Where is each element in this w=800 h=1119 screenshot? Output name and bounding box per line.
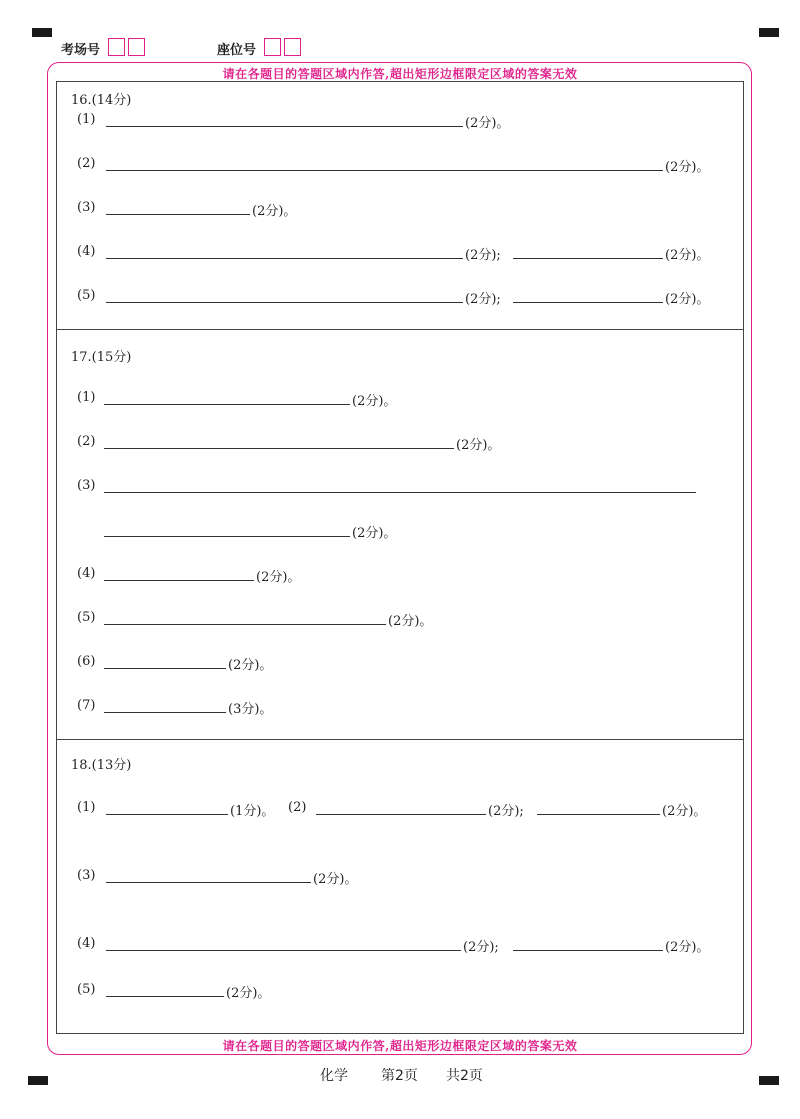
q17-2-score: (2分)。 bbox=[456, 438, 501, 453]
q18-title: 18.(13分) bbox=[71, 758, 132, 773]
q16-5-score-1: (2分); bbox=[465, 292, 501, 307]
q16-3-answer-line[interactable] bbox=[106, 214, 250, 215]
q17-1-score: (2分)。 bbox=[352, 394, 397, 409]
q16-1-answer-line[interactable] bbox=[106, 126, 463, 127]
registration-mark-bottom-left bbox=[28, 1076, 48, 1085]
q16-4-score-2: (2分)。 bbox=[665, 248, 710, 263]
section-q18 bbox=[56, 739, 744, 1034]
q17-3-answer-line-1[interactable] bbox=[104, 492, 696, 493]
q18-1-answer-line[interactable] bbox=[106, 814, 228, 815]
q17-4-score: (2分)。 bbox=[256, 570, 301, 585]
seat-box-2[interactable] bbox=[284, 38, 301, 56]
q16-2-answer-line[interactable] bbox=[106, 170, 663, 171]
q17-2-answer-line[interactable] bbox=[104, 448, 454, 449]
q17-2-num: (2) bbox=[77, 434, 96, 449]
q17-4-answer-line[interactable] bbox=[104, 580, 254, 581]
q18-4-answer-line-2[interactable] bbox=[513, 950, 663, 951]
q18-5-answer-line[interactable] bbox=[106, 996, 224, 997]
q16-5-score-2: (2分)。 bbox=[665, 292, 710, 307]
q16-2-score: (2分)。 bbox=[665, 160, 710, 175]
q18-2-score-1: (2分); bbox=[488, 804, 524, 819]
q16-3-score: (2分)。 bbox=[252, 204, 297, 219]
q18-4-num: (4) bbox=[77, 936, 96, 951]
q16-2-num: (2) bbox=[77, 156, 96, 171]
q18-1-score: (1分)。 bbox=[230, 804, 275, 819]
q18-2-score-2: (2分)。 bbox=[662, 804, 707, 819]
q17-3-answer-line-2[interactable] bbox=[104, 536, 350, 537]
q17-5-answer-line[interactable] bbox=[104, 624, 386, 625]
footer-page: 第2页 bbox=[381, 1068, 418, 1084]
registration-mark-bottom-right bbox=[759, 1076, 779, 1085]
q16-4-score-1: (2分); bbox=[465, 248, 501, 263]
q17-6-answer-line[interactable] bbox=[104, 668, 226, 669]
q18-5-score: (2分)。 bbox=[226, 986, 271, 1001]
footer-subject: 化学 bbox=[320, 1068, 348, 1084]
q18-2-answer-line-1[interactable] bbox=[316, 814, 486, 815]
q17-7-answer-line[interactable] bbox=[104, 712, 226, 713]
q18-3-answer-line[interactable] bbox=[106, 882, 311, 883]
exam-room-label: 考场号 bbox=[61, 43, 101, 58]
q17-3-score: (2分)。 bbox=[352, 526, 397, 541]
q17-7-num: (7) bbox=[77, 698, 96, 713]
q18-2-answer-line-2[interactable] bbox=[537, 814, 660, 815]
exam-room-box-2[interactable] bbox=[128, 38, 145, 56]
q16-4-answer-line-1[interactable] bbox=[106, 258, 463, 259]
q18-3-score: (2分)。 bbox=[313, 872, 358, 887]
q18-4-score-2: (2分)。 bbox=[665, 940, 710, 955]
section-q16 bbox=[56, 81, 744, 330]
q17-7-score: (3分)。 bbox=[228, 702, 273, 717]
warning-top: 请在各题目的答题区域内作答,超出矩形边框限定区域的答案无效 bbox=[222, 67, 578, 81]
q16-1-num: (1) bbox=[77, 112, 96, 127]
warning-bottom: 请在各题目的答题区域内作答,超出矩形边框限定区域的答案无效 bbox=[222, 1039, 578, 1053]
q17-1-num: (1) bbox=[77, 390, 96, 405]
registration-mark-top-left bbox=[32, 28, 52, 37]
q17-6-score: (2分)。 bbox=[228, 658, 273, 673]
section-q17 bbox=[56, 329, 744, 740]
q16-4-num: (4) bbox=[77, 244, 96, 259]
q18-3-num: (3) bbox=[77, 868, 96, 883]
q18-2-num: (2) bbox=[288, 800, 307, 815]
q16-title: 16.(14分) bbox=[71, 93, 132, 108]
registration-mark-top-right bbox=[759, 28, 779, 37]
q16-4-answer-line-2[interactable] bbox=[513, 258, 663, 259]
q18-5-num: (5) bbox=[77, 982, 96, 997]
q16-5-answer-line-2[interactable] bbox=[513, 302, 663, 303]
q17-title: 17.(15分) bbox=[71, 350, 132, 365]
q17-4-num: (4) bbox=[77, 566, 96, 581]
q17-3-num: (3) bbox=[77, 478, 96, 493]
q16-5-num: (5) bbox=[77, 288, 96, 303]
seat-label: 座位号 bbox=[217, 43, 257, 58]
footer-total: 共2页 bbox=[446, 1068, 483, 1084]
q17-6-num: (6) bbox=[77, 654, 96, 669]
q18-4-answer-line-1[interactable] bbox=[106, 950, 461, 951]
exam-room-box-1[interactable] bbox=[108, 38, 125, 56]
q18-1-num: (1) bbox=[77, 800, 96, 815]
q16-3-num: (3) bbox=[77, 200, 96, 215]
q17-5-num: (5) bbox=[77, 610, 96, 625]
q17-1-answer-line[interactable] bbox=[104, 404, 350, 405]
q17-5-score: (2分)。 bbox=[388, 614, 433, 629]
q18-4-score-1: (2分); bbox=[463, 940, 499, 955]
q16-1-score: (2分)。 bbox=[465, 116, 510, 131]
seat-box-1[interactable] bbox=[264, 38, 281, 56]
q16-5-answer-line-1[interactable] bbox=[106, 302, 463, 303]
